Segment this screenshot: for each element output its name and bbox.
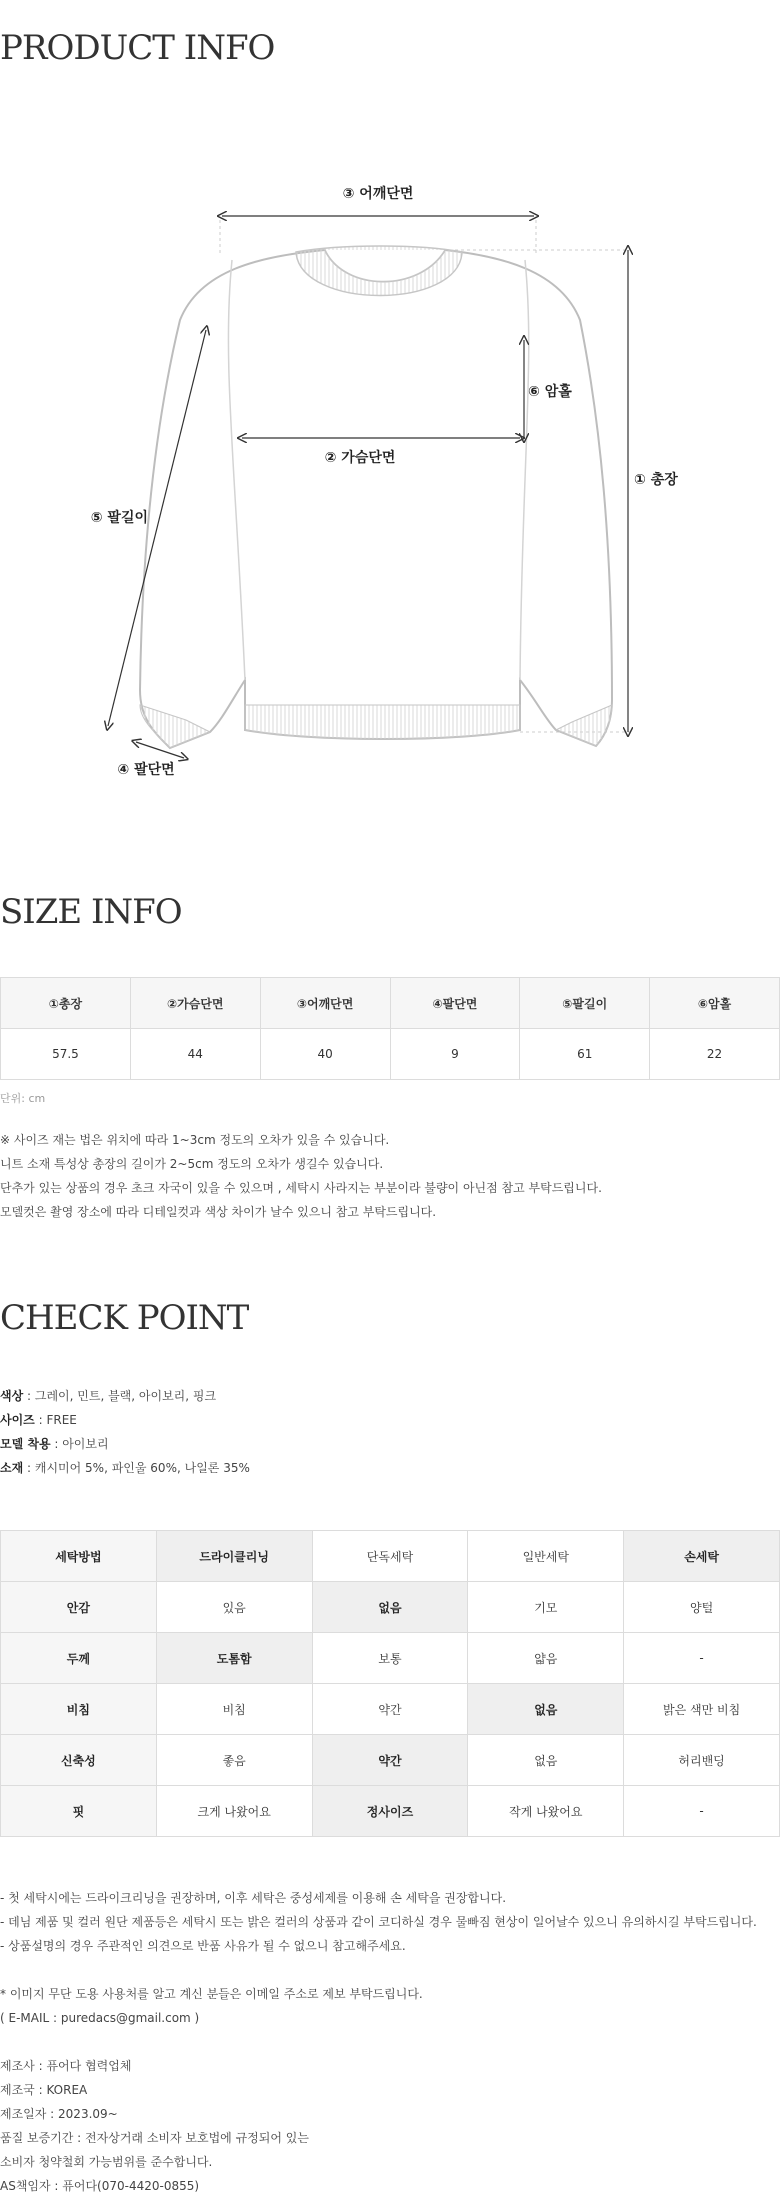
footer-notes [0, 1886, 757, 2198]
sweater-outline [140, 250, 612, 748]
care-cell: 작게 나왔어요 [468, 1786, 624, 1837]
spec-value: : 아이보리 [50, 1437, 109, 1451]
spec-value: : 그레이, 민트, 블랙, 아이보리, 핑크 [23, 1389, 217, 1403]
size-value-cell: 57.5 [1, 1029, 131, 1080]
care-row-header: 세탁방법 [1, 1531, 157, 1582]
size-header-cell: ③어깨단면 [260, 978, 390, 1029]
size-header-cell: ④팔단면 [390, 978, 520, 1029]
care-cell: 허리밴딩 [624, 1735, 780, 1786]
size-header-cell: ②가슴단면 [130, 978, 260, 1029]
care-row [1, 1582, 780, 1633]
care-cell: 약간 [312, 1684, 468, 1735]
size-value-cell: 9 [390, 1029, 520, 1080]
size-note: ※ 사이즈 재는 법은 위치에 따라 1~3cm 정도의 오차가 있을 수 있습니다. [0, 1133, 390, 1147]
size-header-cell: ⑤팔길이 [520, 978, 650, 1029]
size-header-cell: ⑥암홀 [650, 978, 780, 1029]
care-row-header: 비침 [1, 1684, 157, 1735]
care-cell: 드라이클리닝 [156, 1531, 312, 1582]
size-value-cell: 44 [130, 1029, 260, 1080]
size-note: 단추가 있는 상품의 경우 초크 자국이 있을 수 있으며 , 세탁시 사라지는 부분이라 불량이 아닌점 참고 부탁드립니다. [0, 1181, 602, 1195]
size-value-cell: 61 [520, 1029, 650, 1080]
care-cell: 도톰함 [156, 1633, 312, 1684]
size-table-value-row [1, 1029, 780, 1080]
product-spec-list [0, 1384, 250, 1480]
spec-item [0, 1408, 250, 1432]
care-cell: 얇음 [468, 1633, 624, 1684]
care-cell: 없음 [312, 1582, 468, 1633]
care-cell: 없음 [468, 1735, 624, 1786]
care-cell: 약간 [312, 1735, 468, 1786]
maker-info-line: 소비자 청약철회 가능범위를 준수합니다. [0, 2155, 213, 2169]
spec-value: : 캐시미어 5%, 파인울 60%, 나일론 35% [23, 1461, 250, 1475]
sweater-measurement-diagram [0, 160, 780, 800]
care-cell: - [624, 1786, 780, 1837]
care-row [1, 1531, 780, 1582]
spec-label: 소재 [0, 1461, 24, 1475]
wash-note: - 데님 제품 및 컬러 원단 제품등은 세탁시 또는 밝은 컬러의 상품과 같이 코디하실 경우 물빠짐 현상이 일어날수 있으니 유의하시길 부탁드립니다. [0, 1915, 757, 1929]
care-table [0, 1530, 780, 1837]
care-row-header: 두께 [1, 1633, 157, 1684]
maker-info-line: 제조국 : KOREA [0, 2083, 88, 2097]
care-cell: 손세탁 [624, 1531, 780, 1582]
size-table [0, 977, 780, 1080]
armhole-seam-left [228, 260, 245, 680]
report-email: ( E-MAIL : puredacs@gmail.com ) [0, 2011, 200, 2025]
care-cell: 밝은 색만 비침 [624, 1684, 780, 1735]
product-info-title: PRODUCT INFO [0, 28, 275, 68]
spec-label: 색상 [0, 1389, 24, 1403]
care-cell: 양털 [624, 1582, 780, 1633]
armhole-label: ⑥ 암홀 [528, 384, 572, 400]
report-note: * 이미지 무단 도용 사용처를 알고 계신 분들은 이메일 주소로 제보 부탁드립니다. [0, 1987, 423, 2001]
size-info-title: SIZE INFO [0, 892, 182, 932]
care-cell: 일반세탁 [468, 1531, 624, 1582]
size-value-cell: 40 [260, 1029, 390, 1080]
spec-item [0, 1456, 250, 1480]
sleeve-label: ⑤ 팔길이 [90, 510, 148, 526]
size-value-cell: 22 [650, 1029, 780, 1080]
care-cell: 보통 [312, 1633, 468, 1684]
size-note: 모델컷은 촬영 장소에 따라 디테일컷과 색상 차이가 날수 있으니 참고 부탁드립니다. [0, 1205, 437, 1219]
care-cell: 크게 나왔어요 [156, 1786, 312, 1837]
size-notes [0, 1128, 602, 1224]
wash-note: - 상품설명의 경우 주관적인 의견으로 반품 사유가 될 수 없으니 참고해주세요. [0, 1939, 406, 1953]
care-cell: 있음 [156, 1582, 312, 1633]
care-row [1, 1735, 780, 1786]
care-cell: 없음 [468, 1684, 624, 1735]
cuff-left [140, 705, 210, 748]
spec-item [0, 1384, 250, 1408]
care-row-header: 안감 [1, 1582, 157, 1633]
care-cell: 단독세탁 [312, 1531, 468, 1582]
sleeve-measure-line [108, 330, 206, 726]
chest-label: ② 가슴단면 [324, 450, 396, 466]
care-cell: 기모 [468, 1582, 624, 1633]
sweater-hem [245, 705, 520, 739]
cuff-right [556, 705, 612, 746]
sleeve-width-label: ④ 팔단면 [117, 762, 175, 778]
sweater-diagram-svg [0, 160, 780, 800]
care-row-header: 신축성 [1, 1735, 157, 1786]
size-header-cell: ①총장 [1, 978, 131, 1029]
size-note: 니트 소재 특성상 총장의 길이가 2~5cm 정도의 오차가 생길수 있습니다. [0, 1157, 384, 1171]
spec-label: 사이즈 [0, 1413, 35, 1427]
care-row [1, 1786, 780, 1837]
shoulder-label: ③ 어깨단면 [342, 186, 414, 202]
size-unit: 단위: cm [0, 1092, 46, 1105]
spec-item [0, 1432, 250, 1456]
armhole-seam-right [520, 260, 529, 680]
maker-info-line: 품질 보증기간 : 전자상거래 소비자 보호법에 규정되어 있는 [0, 2131, 309, 2145]
care-row-header: 핏 [1, 1786, 157, 1837]
check-point-title: CHECK POINT [0, 1298, 249, 1338]
spec-value: : FREE [34, 1413, 77, 1427]
care-cell: 비침 [156, 1684, 312, 1735]
maker-info-line: AS책임자 : 퓨어다(070-4420-0855) [0, 2179, 200, 2193]
care-row [1, 1684, 780, 1735]
care-cell: 정사이즈 [312, 1786, 468, 1837]
maker-info-line: 제조일자 : 2023.09~ [0, 2107, 118, 2121]
length-label: ① 총장 [634, 472, 678, 488]
size-table-header-row [1, 978, 780, 1029]
spec-label: 모델 착용 [0, 1437, 51, 1451]
care-cell: - [624, 1633, 780, 1684]
maker-info-line: 제조사 : 퓨어다 협력업체 [0, 2059, 132, 2073]
care-row [1, 1633, 780, 1684]
care-cell: 좋음 [156, 1735, 312, 1786]
wash-note: - 첫 세탁시에는 드라이크리닝을 권장하며, 이후 세탁은 중성세제를 이용해 손 세탁을 권장합니다. [0, 1891, 507, 1905]
